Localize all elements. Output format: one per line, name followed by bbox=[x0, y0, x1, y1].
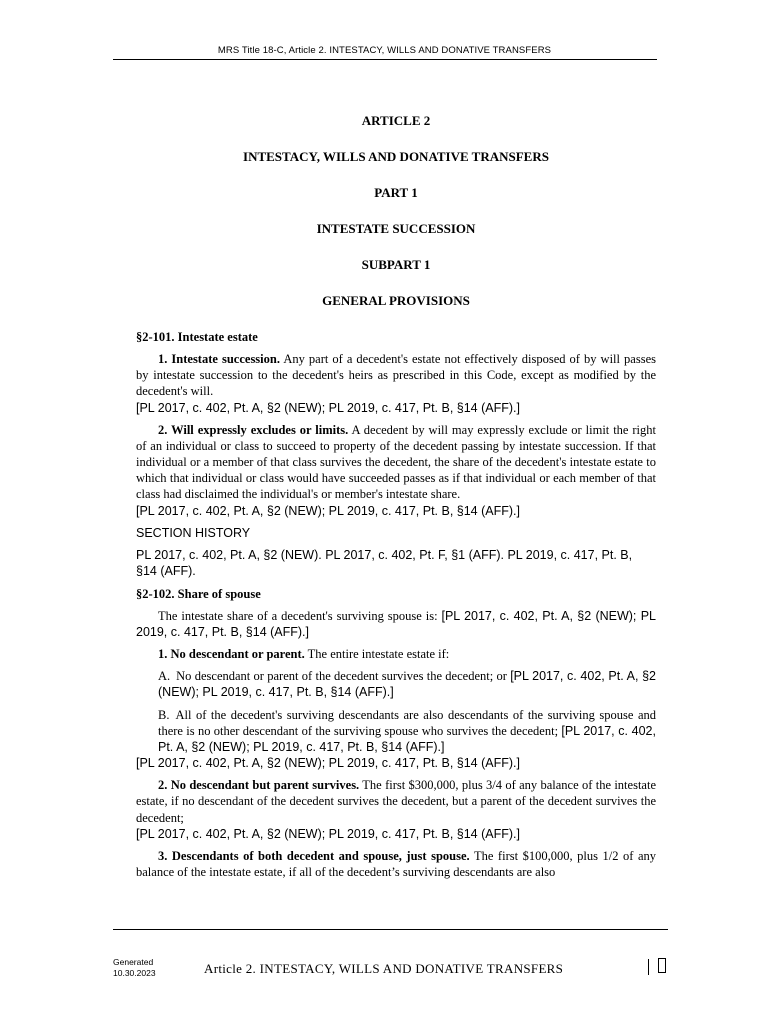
subsection-text: A decedent by will may expressly exclude or limit the right of an individual or class to succeed to property of the decedent passing by intestate succession. If that individual or a member of that class survives the decedent, the share of the decedent's intestate estate to which that individual or class would have succeeded passes as if that individual or each member of that class had disclaimed the individual's or member's intestate share. bbox=[136, 422, 657, 502]
section-2-102-intro bbox=[136, 608, 656, 640]
generated-label: Generated bbox=[113, 957, 154, 967]
subsection-label: 2. No descendant but parent survives. bbox=[158, 778, 360, 793]
paragraph-a bbox=[136, 668, 656, 700]
subsection-text: The first $100,000, plus 1/2 of any balance of the intestate estate, if all of the decedent’s surviving descendants are also bbox=[136, 848, 656, 880]
history-note: [PL 2017, c. 402, Pt. A, §2 (NEW); PL 2019, c. 417, Pt. B, §14 (AFF).] bbox=[136, 503, 520, 518]
subsection-label: 1. Intestate succession. bbox=[158, 352, 280, 366]
subsection-3-descendants-both bbox=[136, 848, 656, 880]
history-note: [PL 2017, c. 402, Pt. A, §2 (NEW); PL 2019, c. 417, Pt. B, §14 (AFF).] bbox=[158, 723, 656, 755]
paragraph-label: B. bbox=[158, 707, 170, 722]
subsection-2-will-excludes bbox=[136, 422, 656, 503]
intro-text: The intestate share of a decedent's surviving spouse is: bbox=[158, 608, 442, 623]
subsection-1-no-descendant bbox=[136, 646, 656, 662]
running-header: MRS Title 18-C, Article 2. INTESTACY, WILLS AND DONATIVE TRANSFERS bbox=[217, 45, 552, 56]
footer-title: Article 2. INTESTACY, WILLS AND DONATIVE TRANSFERS bbox=[204, 961, 564, 976]
subsection-1-intestate-succession bbox=[136, 351, 656, 400]
footer-generated bbox=[113, 957, 156, 979]
paragraph-text: All of the decedent's surviving descendants are also descendants of the surviving spouse and there is no other descendant of the surviving spouse who survives the decedent; bbox=[158, 707, 656, 738]
generated-date: 10.30.2023 bbox=[113, 968, 156, 978]
section-history-text: PL 2017, c. 402, Pt. A, §2 (NEW). PL 2017, c. 402, Pt. F, §1 (AFF). PL 2019, c. 417, Pt. B, §14 (AFF). bbox=[136, 547, 633, 579]
subpart-title: GENERAL PROVISIONS bbox=[322, 293, 470, 308]
subsection-label: 1. No descendant or parent. bbox=[158, 647, 305, 662]
history-note: [PL 2017, c. 402, Pt. A, §2 (NEW); PL 2019, c. 417, Pt. B, §14 (AFF).] bbox=[158, 669, 656, 700]
section-2-101-heading: §2-101. Intestate estate bbox=[136, 330, 258, 344]
subsection-text: The first $300,000, plus 3/4 of any balance of the intestate estate, if no descendant of the decedent survives the decedent, but a parent of the decedent survives the decedent; bbox=[136, 778, 656, 825]
subsection-label: 2. Will expressly excludes or limits. bbox=[158, 422, 349, 437]
article-title: INTESTACY, WILLS AND DONATIVE TRANSFERS bbox=[243, 149, 549, 164]
part-title: INTESTATE SUCCESSION bbox=[316, 221, 476, 236]
document-body bbox=[136, 113, 656, 880]
paragraph-b bbox=[136, 707, 656, 756]
subsection-2-parent-survives bbox=[136, 777, 656, 826]
history-note: [PL 2017, c. 402, Pt. A, §2 (NEW); PL 2019, c. 417, Pt. B, §14 (AFF).] bbox=[136, 756, 520, 771]
section-history-label: SECTION HISTORY bbox=[136, 525, 251, 540]
history-note: [PL 2017, c. 402, Pt. A, §2 (NEW); PL 2019, c. 417, Pt. B, §14 (AFF).] bbox=[136, 608, 656, 639]
footer-divider bbox=[648, 959, 649, 975]
history-note: [PL 2017, c. 402, Pt. A, §2 (NEW); PL 2019, c. 417, Pt. B, §14 (AFF).] bbox=[136, 826, 520, 841]
part-heading: PART 1 bbox=[374, 185, 418, 200]
section-2-102-heading: §2-102. Share of spouse bbox=[136, 586, 261, 601]
header-rule bbox=[113, 59, 657, 60]
paragraph-label: A. bbox=[158, 669, 171, 684]
page-number-box bbox=[658, 958, 666, 973]
footer-rule bbox=[113, 929, 668, 930]
article-heading: ARTICLE 2 bbox=[361, 113, 431, 128]
subsection-text: Any part of a decedent's estate not effectively disposed of by will passes by intestate succession to the decedent's heirs as prescribed in this Code, except as modified by the decedent's will. bbox=[136, 352, 656, 399]
paragraph-text: No descendant or parent of the decedent survives the decedent; or bbox=[176, 669, 511, 684]
subpart-heading: SUBPART 1 bbox=[361, 257, 431, 272]
subsection-text: The entire intestate estate if: bbox=[304, 647, 450, 662]
subsection-label: 3. Descendants of both decedent and spouse, just spouse. bbox=[158, 848, 470, 863]
history-note: [PL 2017, c. 402, Pt. A, §2 (NEW); PL 2019, c. 417, Pt. B, §14 (AFF).] bbox=[136, 400, 520, 415]
